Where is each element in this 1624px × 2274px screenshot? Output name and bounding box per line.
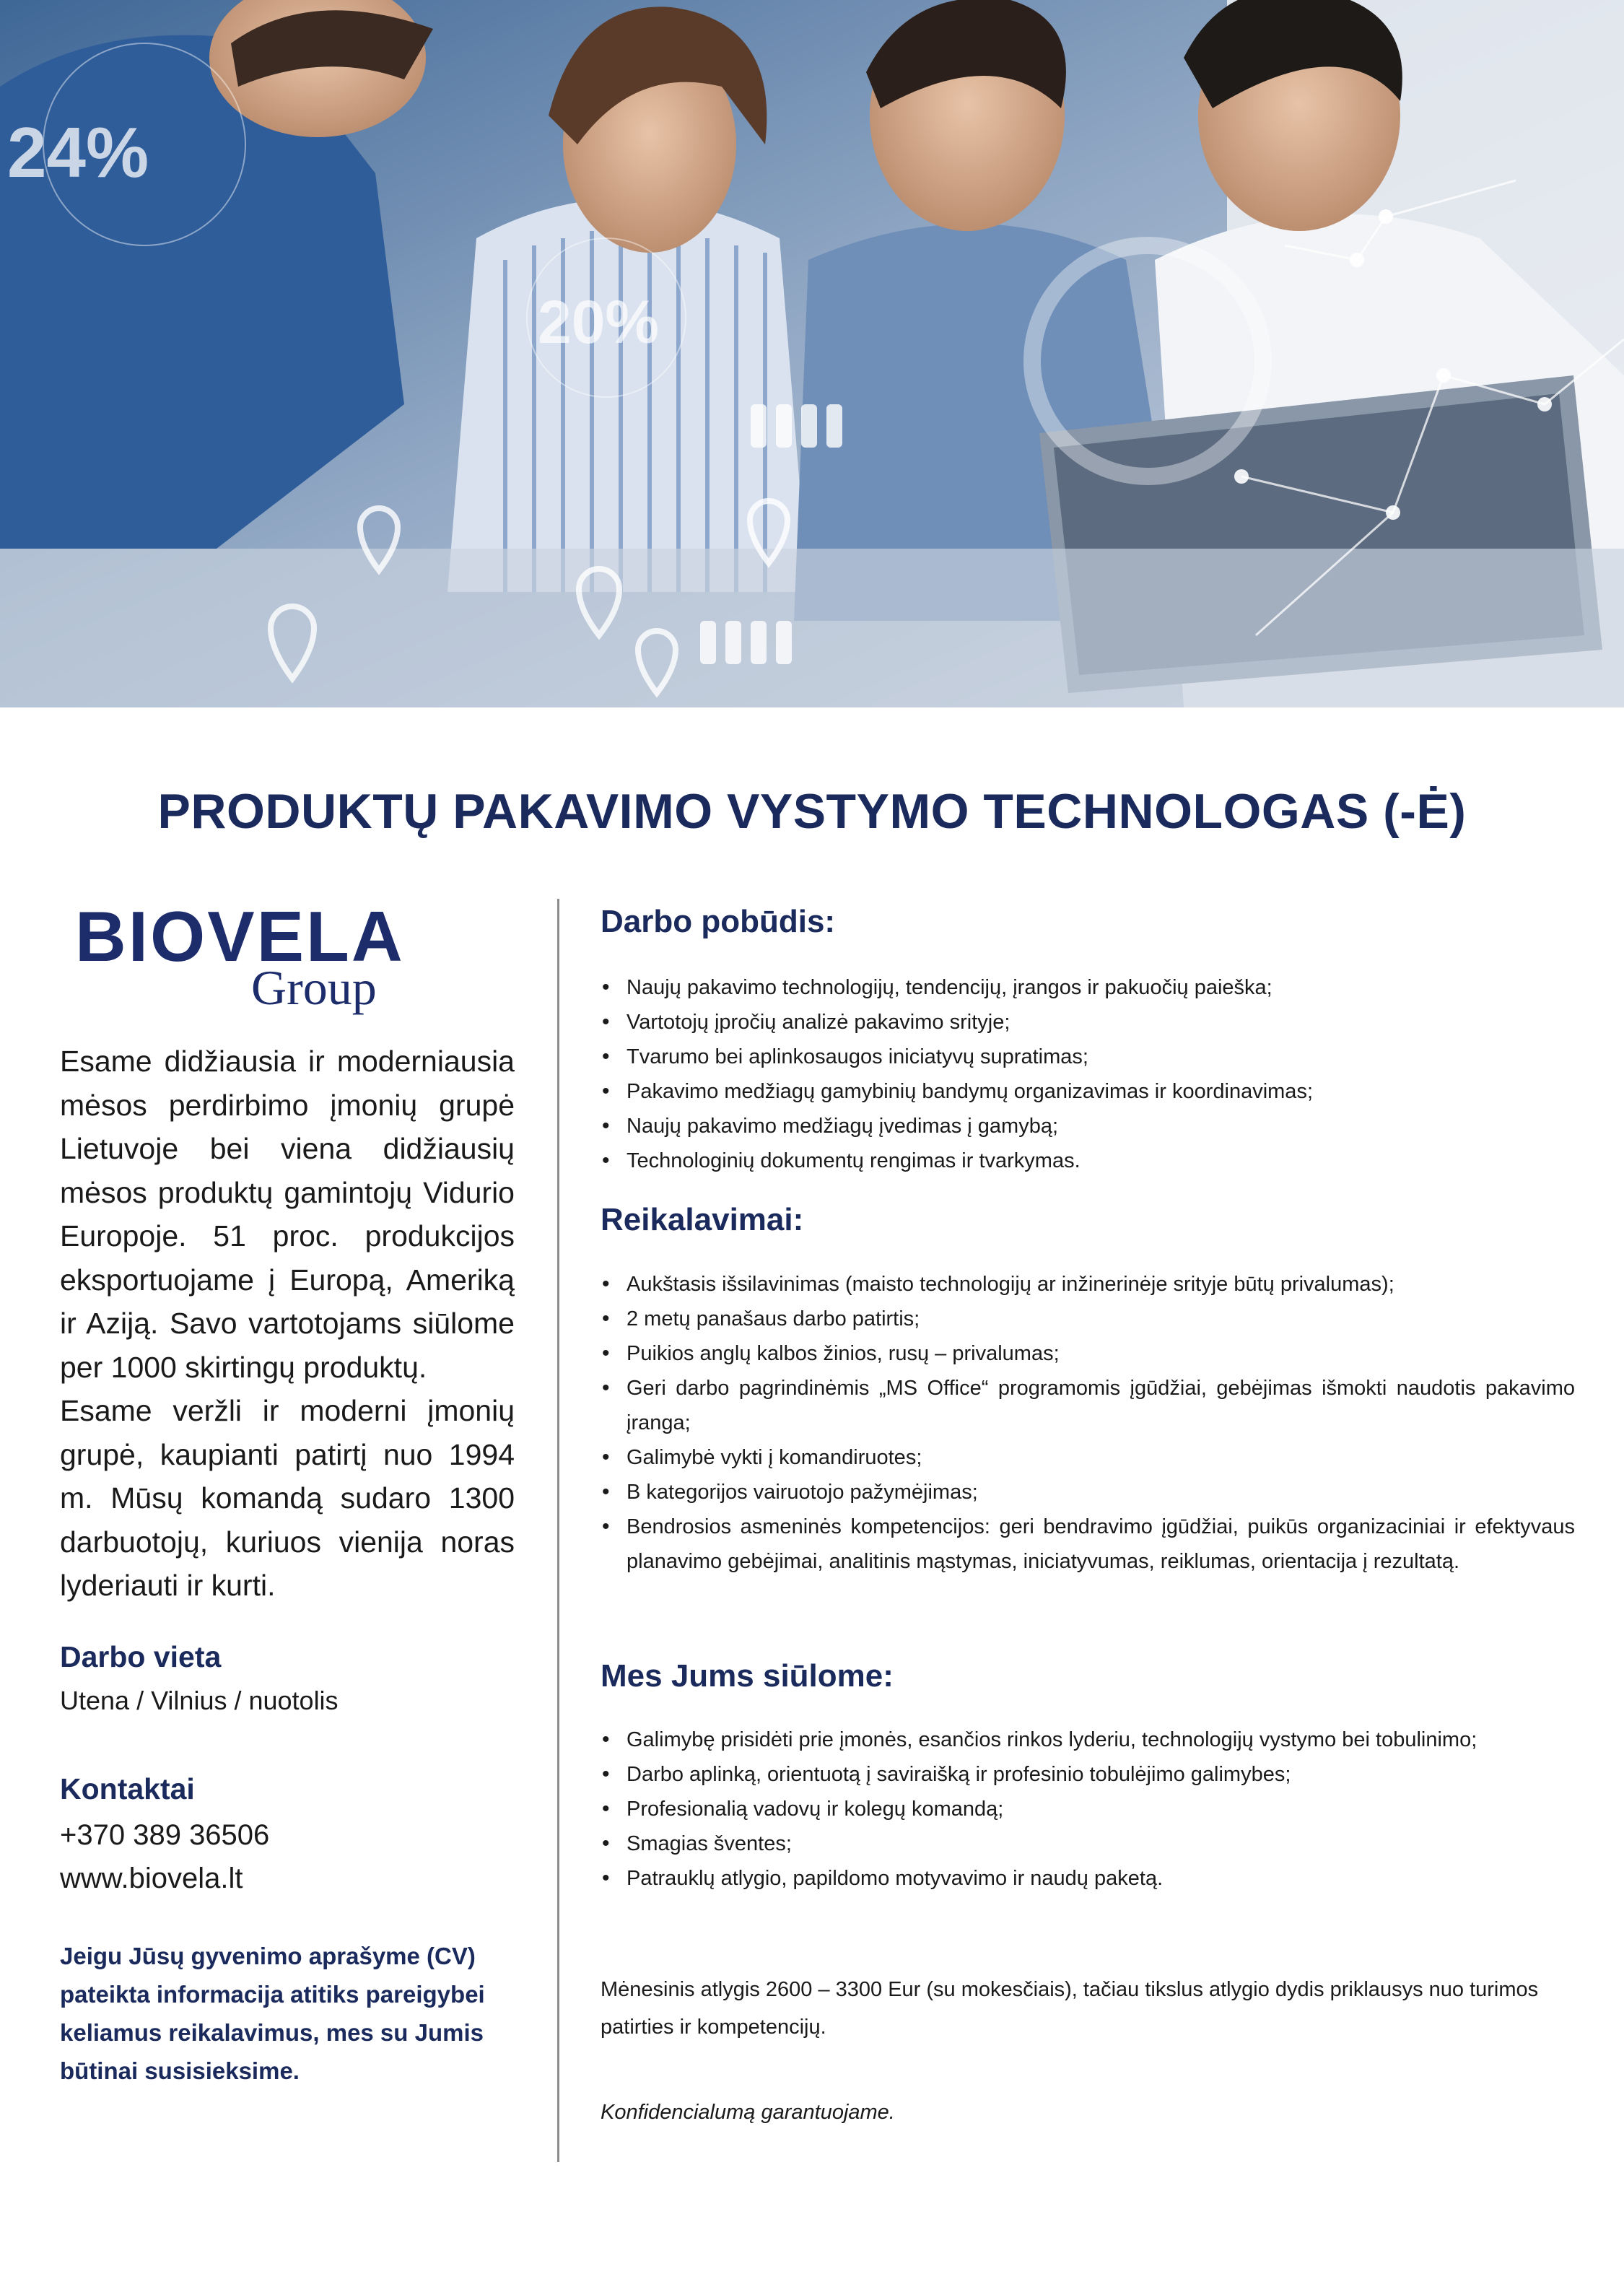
list-item: • Bendrosios asmeninės kompetencijos: geri bendravimo įgūdžiai, puikūs organizaciniai ir efektyvaus planavimo gebėjimai, analitinis mąstymas, iniciatyvumas, reiklumas, orientacija į rezultatą. [601,1510,1575,1579]
list-item: • 2 metų panašaus darbo patirtis; [601,1302,1575,1336]
list-item: • Profesionalią vadovų ir kolegų komandą; [601,1792,1575,1826]
list-item: • Tvarumo bei aplinkosaugos iniciatyvų supratimas; [601,1040,1575,1074]
confidentiality-note: Konfidencialumą garantuojame. [601,2101,895,2124]
stat-20-label: 20% [538,288,660,356]
list-item: • Galimybė vykti į komandiruotes; [601,1440,1575,1475]
duties-heading: Darbo pobūdis: [601,904,836,939]
cv-note: Jeigu Jūsų gyvenimo aprašyme (CV) pateikta informacija atitiks pareigybei keliamus reikalavimus, mes su Jumis būtinai susisieksime. [60,1943,485,2084]
list-item: • Naujų pakavimo technologijų, tendencijų, įrangos ir pakuočių paieška; [601,970,1575,1005]
list-item: • Smagias šventes; [601,1826,1575,1861]
list-item: • Patrauklų atlygio, papildomo motyvavimo ir naudų paketą. [601,1861,1575,1896]
hero-photo [0,0,1624,707]
location-heading: Darbo vieta [60,1640,222,1673]
list-item: • Pakavimo medžiagų gamybinių bandymų organizavimas ir koordinavimas; [601,1074,1575,1109]
hero-illustration [0,0,1624,707]
offer-list [601,1722,1575,1896]
list-item: • Geri darbo pagrindinėmis „MS Office“ programomis įgūdžiai, gebėjimas išmokti naudotis pakavimo įranga; [601,1371,1575,1440]
company-logo [65,884,411,1021]
duties-list [601,970,1575,1178]
list-item: • Galimybę prisidėti prie įmonės, esančios rinkos lyderiu, technologijų vystymo bei tobulinimo; [601,1722,1575,1757]
intro-paragraph: Esame veržli ir moderni įmonių grupė, kaupianti patirtį nuo 1994 m. Mūsų komandą sudaro 1300 darbuotojų, kuriuos vienija noras lyderiauti ir kurti. [60,1394,515,1602]
list-item: • Technologinių dokumentų rengimas ir tvarkymas. [601,1143,1575,1178]
column-divider [557,899,559,2162]
company-intro [60,1040,515,1608]
job-title: PRODUKTŲ PAKAVIMO VYSTYMO TECHNOLOGAS (-Ė) [157,784,1467,839]
list-item: • Darbo aplinką, orientuotą į saviraišką ir profesinio tobulėjimo galimybes; [601,1757,1575,1792]
contact-phone[interactable]: +370 389 36506 [60,1819,270,1851]
list-item: • B kategorijos vairuotojo pažymėjimas; [601,1475,1575,1510]
list-item: • Puikios anglų kalbos žinios, rusų – privalumas; [601,1336,1575,1371]
contacts-heading: Kontaktai [60,1772,195,1805]
logo-subtitle: Group [251,960,377,1015]
requirements-list [601,1267,1575,1579]
offer-heading: Mes Jums siūlome: [601,1658,894,1694]
list-item: • Naujų pakavimo medžiagų įvedimas į gamybą; [601,1109,1575,1143]
intro-paragraph: Esame didžiausia ir moderniausia mėsos perdirbimo įmonių grupė Lietuvoje bei viena didžiausių mėsos produktų gamintojų Vidurio Europoje. 51 proc. produkcijos eksportuojame į Europą, Ameriką ir Aziją. Savo vartotojams siūlome per 1000 skirtingų produktų. [60,1045,515,1384]
logo-wordmark: BIOVELA [75,897,405,976]
contact-website-link[interactable]: www.biovela.lt [60,1863,243,1894]
salary-info: Mėnesinis atlygis 2600 – 3300 Eur (su mokesčiais), tačiau tikslus atlygio dydis priklausys nuo turimos patirties ir kompetencijų. [601,1978,1539,2039]
requirements-heading: Reikalavimai: [601,1202,804,1237]
location-value: Utena / Vilnius / nuotolis [60,1686,339,1715]
stat-24-label: 24% [7,113,149,192]
list-item: • Vartotojų įpročių analizė pakavimo srityje; [601,1005,1575,1040]
list-item: • Aukštasis išsilavinimas (maisto technologijų ar inžinerinėje srityje būtų privalumas); [601,1267,1575,1302]
